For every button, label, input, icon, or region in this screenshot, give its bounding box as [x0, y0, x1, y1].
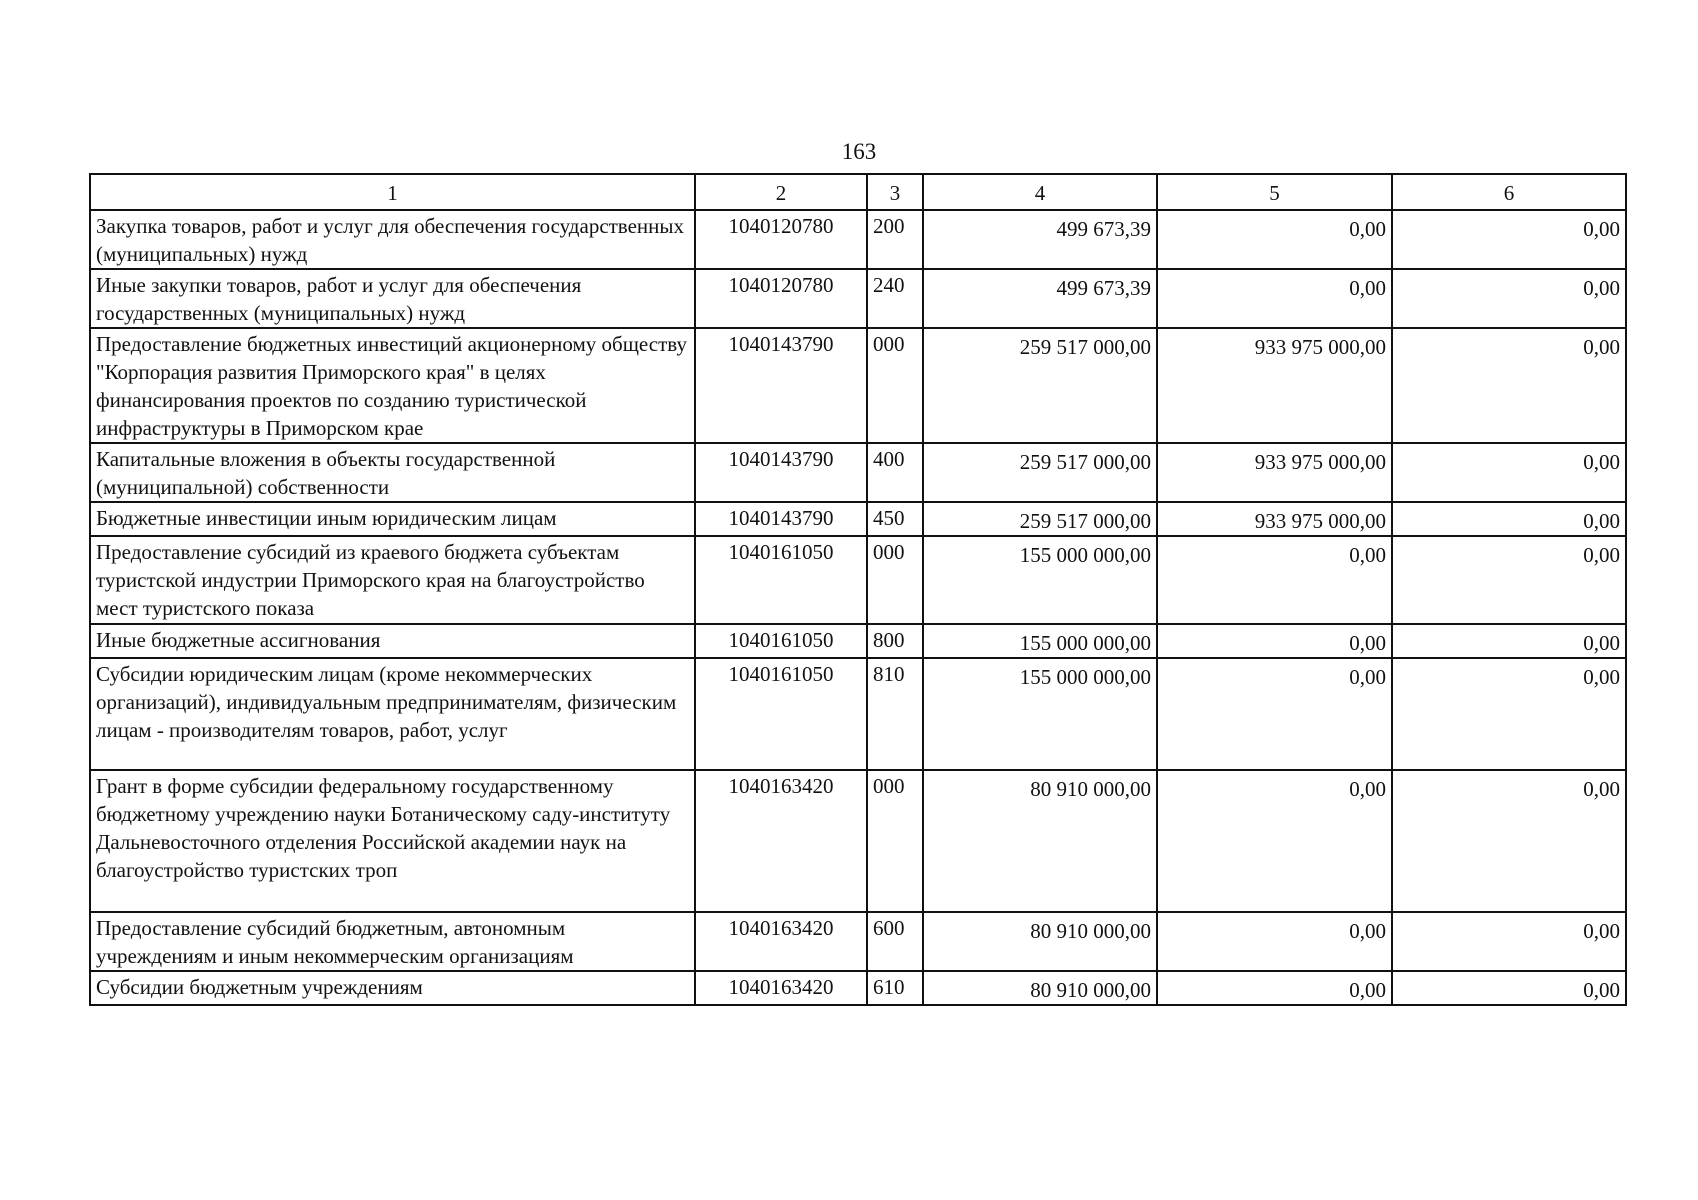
amount-year1-cell [923, 624, 1157, 658]
amount-year1-value: 155 000 000,00 [1019, 665, 1151, 689]
amount-year3-cell [1392, 328, 1626, 443]
column-number-cell: 2 [695, 174, 867, 210]
target-article-code-cell: 1040163420 [695, 912, 867, 971]
amount-year1-cell [923, 502, 1157, 536]
amount-year1-cell [923, 971, 1157, 1005]
amount-year2-value: 933 975 000,00 [1254, 335, 1386, 359]
expense-type-cell: 400 [867, 443, 923, 502]
amount-year3-value: 0,00 [1583, 276, 1620, 300]
amount-year1-value: 80 910 000,00 [1030, 919, 1151, 943]
amount-year3-cell [1392, 971, 1626, 1005]
amount-year3-cell [1392, 770, 1626, 912]
amount-year3-cell [1392, 502, 1626, 536]
amount-year2-value: 0,00 [1349, 217, 1386, 241]
amount-year1-cell [923, 269, 1157, 328]
amount-year2-value: 0,00 [1349, 777, 1386, 801]
amount-year2-cell [1157, 770, 1392, 912]
table-row [90, 658, 1626, 770]
amount-year3-value: 0,00 [1583, 978, 1620, 1002]
amount-year1-cell [923, 658, 1157, 770]
table-row [90, 269, 1626, 328]
amount-year3-value: 0,00 [1583, 335, 1620, 359]
amount-year1-value: 155 000 000,00 [1019, 631, 1151, 655]
table-row [90, 536, 1626, 624]
expense-type-cell: 000 [867, 328, 923, 443]
amount-year2-value: 0,00 [1349, 276, 1386, 300]
target-article-code-cell: 1040120780 [695, 269, 867, 328]
expense-name-cell: Грант в форме субсидии федеральному государственному бюджетному учреждению науки Ботаническому саду-институту Дальневосточного отделения Российской академии наук на благоустройство туристских троп [90, 770, 695, 912]
amount-year3-value: 0,00 [1583, 543, 1620, 567]
target-article-code-cell: 1040163420 [695, 971, 867, 1005]
expense-name-cell: Закупка товаров, работ и услуг для обеспечения государственных (муниципальных) нужд [90, 210, 695, 269]
column-number-cell: 3 [867, 174, 923, 210]
amount-year1-cell [923, 210, 1157, 269]
amount-year3-value: 0,00 [1583, 450, 1620, 474]
amount-year3-cell [1392, 658, 1626, 770]
table-row [90, 328, 1626, 443]
amount-year2-cell [1157, 210, 1392, 269]
expense-type-cell: 200 [867, 210, 923, 269]
expense-name-cell: Предоставление субсидий бюджетным, автономным учреждениям и иным некоммерческим организациям [90, 912, 695, 971]
amount-year1-cell [923, 328, 1157, 443]
amount-year1-value: 80 910 000,00 [1030, 777, 1151, 801]
column-number-cell: 1 [90, 174, 695, 210]
expense-name-cell: Иные бюджетные ассигнования [90, 624, 695, 658]
expense-name-cell: Предоставление бюджетных инвестиций акционерному обществу "Корпорация развития Приморского края" в целях финансирования проектов по созданию туристической инфраструктуры в Приморском крае [90, 328, 695, 443]
amount-year1-value: 499 673,39 [1056, 217, 1151, 241]
amount-year2-value: 933 975 000,00 [1254, 450, 1386, 474]
amount-year1-value: 259 517 000,00 [1019, 450, 1151, 474]
amount-year2-cell [1157, 624, 1392, 658]
table-row [90, 912, 1626, 971]
expense-type-cell: 600 [867, 912, 923, 971]
column-number-cell: 5 [1157, 174, 1392, 210]
amount-year2-value: 0,00 [1349, 978, 1386, 1002]
expense-name-cell: Иные закупки товаров, работ и услуг для обеспечения государственных (муниципальных) нужд [90, 269, 695, 328]
target-article-code-cell: 1040143790 [695, 443, 867, 502]
amount-year1-value: 155 000 000,00 [1019, 543, 1151, 567]
amount-year3-value: 0,00 [1583, 777, 1620, 801]
table-row [90, 210, 1626, 269]
expense-name-cell: Бюджетные инвестиции иным юридическим лицам [90, 502, 695, 536]
amount-year1-cell [923, 443, 1157, 502]
target-article-code-cell: 1040143790 [695, 502, 867, 536]
amount-year2-value: 933 975 000,00 [1254, 509, 1386, 533]
target-article-code-cell: 1040161050 [695, 536, 867, 624]
amount-year3-value: 0,00 [1583, 509, 1620, 533]
expense-type-cell: 000 [867, 770, 923, 912]
amount-year1-value: 259 517 000,00 [1019, 335, 1151, 359]
expense-name-cell: Субсидии юридическим лицам (кроме некоммерческих организаций), индивидуальным предпринимателям, физическим лицам - производителям товаров, работ, услуг [90, 658, 695, 770]
target-article-code-cell: 1040161050 [695, 658, 867, 770]
amount-year1-value: 259 517 000,00 [1019, 509, 1151, 533]
expense-type-cell: 610 [867, 971, 923, 1005]
amount-year3-cell [1392, 536, 1626, 624]
target-article-code-cell: 1040143790 [695, 328, 867, 443]
amount-year2-value: 0,00 [1349, 919, 1386, 943]
expense-type-cell: 450 [867, 502, 923, 536]
amount-year3-cell [1392, 443, 1626, 502]
budget-table [89, 173, 1627, 1006]
amount-year2-value: 0,00 [1349, 631, 1386, 655]
amount-year3-cell [1392, 624, 1626, 658]
amount-year3-value: 0,00 [1583, 919, 1620, 943]
amount-year2-cell [1157, 536, 1392, 624]
amount-year2-cell [1157, 502, 1392, 536]
table-row [90, 443, 1626, 502]
amount-year2-cell [1157, 971, 1392, 1005]
amount-year3-value: 0,00 [1583, 631, 1620, 655]
amount-year1-cell [923, 912, 1157, 971]
column-number-row [90, 174, 1626, 210]
column-number-cell: 4 [923, 174, 1157, 210]
expense-name-cell: Субсидии бюджетным учреждениям [90, 971, 695, 1005]
target-article-code-cell: 1040161050 [695, 624, 867, 658]
table-row [90, 502, 1626, 536]
expense-name-cell: Предоставление субсидий из краевого бюджета субъектам туристской индустрии Приморского края на благоустройство мест туристского показа [90, 536, 695, 624]
amount-year2-value: 0,00 [1349, 543, 1386, 567]
amount-year3-value: 0,00 [1583, 665, 1620, 689]
table-row [90, 770, 1626, 912]
expense-type-cell: 000 [867, 536, 923, 624]
amount-year2-value: 0,00 [1349, 665, 1386, 689]
table-row [90, 624, 1626, 658]
page-number: 163 [841, 139, 877, 164]
amount-year1-cell [923, 770, 1157, 912]
column-number-cell: 6 [1392, 174, 1626, 210]
amount-year3-cell [1392, 269, 1626, 328]
expense-type-cell: 240 [867, 269, 923, 328]
expense-type-cell: 810 [867, 658, 923, 770]
amount-year2-cell [1157, 269, 1392, 328]
amount-year3-value: 0,00 [1583, 217, 1620, 241]
amount-year3-cell [1392, 912, 1626, 971]
amount-year2-cell [1157, 443, 1392, 502]
amount-year2-cell [1157, 328, 1392, 443]
target-article-code-cell: 1040120780 [695, 210, 867, 269]
table-row [90, 971, 1626, 1005]
expense-type-cell: 800 [867, 624, 923, 658]
target-article-code-cell: 1040163420 [695, 770, 867, 912]
amount-year1-value: 80 910 000,00 [1030, 978, 1151, 1002]
expense-name-cell: Капитальные вложения в объекты государственной (муниципальной) собственности [90, 443, 695, 502]
amount-year1-value: 499 673,39 [1056, 276, 1151, 300]
amount-year2-cell [1157, 658, 1392, 770]
amount-year3-cell [1392, 210, 1626, 269]
amount-year2-cell [1157, 912, 1392, 971]
amount-year1-cell [923, 536, 1157, 624]
